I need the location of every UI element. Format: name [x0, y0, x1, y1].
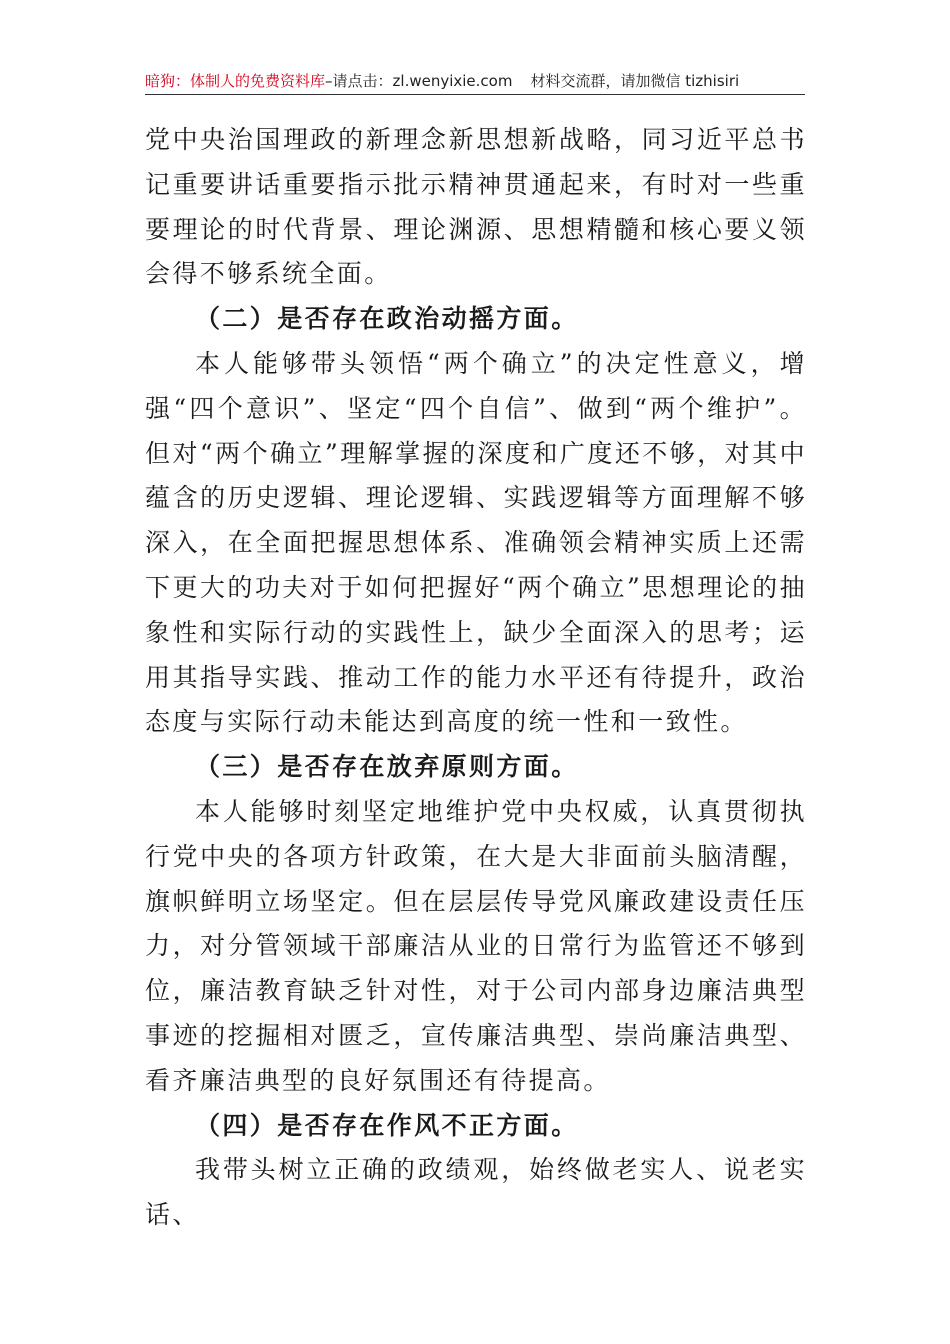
paragraph-continuation: 党中央治国理政的新理念新思想新战略，同习近平总书记重要讲话重要指示批示精神贯通起来，有时对一些重要理论的时代背景、理论渊源、思想精髓和核心要义领会得不够系统全面。	[145, 125, 807, 289]
section-heading-2: （二）是否存在政治动摇方面。	[195, 304, 579, 334]
section-heading-3: （三）是否存在放弃原则方面。	[195, 752, 579, 782]
header-brand: 暗狗：体制人的免费资料库	[145, 72, 326, 90]
page-header	[145, 68, 805, 94]
paragraph-political: 本人能够带头领悟“两个确立”的决定性意义，增强“四个意识”、坚定“四个自信”、做到“两个维护”。但对“两个确立”理解掌握的深度和广度还不够，对其中蕴含的历史逻辑、理论逻辑、实践逻辑等方面理解不够深入，在全面把握思想体系、准确领会精神实质上还需下更大的功夫对于如何把握好“两个确立”思想理论的抽象性和实际行动的实践性上，缺少全面深入的思考；运用其指导实践、推动工作的能力水平还有待提升，政治态度与实际行动未能达到高度的统一性和一致性。	[145, 348, 807, 737]
header-link-prompt: –请点击：	[325, 72, 393, 90]
document-body	[145, 118, 807, 1238]
paragraph-style: 我带头树立正确的政绩观，始终做老实人、说老实话、	[145, 1155, 807, 1230]
paragraph-principle: 本人能够时刻坚定地维护党中央权威，认真贯彻执行党中央的各项方针政策，在大是大非面前头脑清醒，旗帜鲜明立场坚定。但在层层传导党风廉政建设责任压力，对分管领域干部廉洁从业的日常行为监管还不够到位，廉洁教育缺乏针对性，对于公司内部身边廉洁典型事迹的挖掘相对匮乏，宣传廉洁典型、崇尚廉洁典型、看齐廉洁典型的良好氛围还有待提高。	[145, 796, 807, 1095]
section-heading-4: （四）是否存在作风不正方面。	[195, 1110, 579, 1140]
header-group-info: 材料交流群，请加微信 tizhisiri	[530, 72, 740, 90]
header-divider	[145, 94, 805, 95]
header-link-url[interactable]: zl.wenyixie.com	[392, 72, 513, 90]
